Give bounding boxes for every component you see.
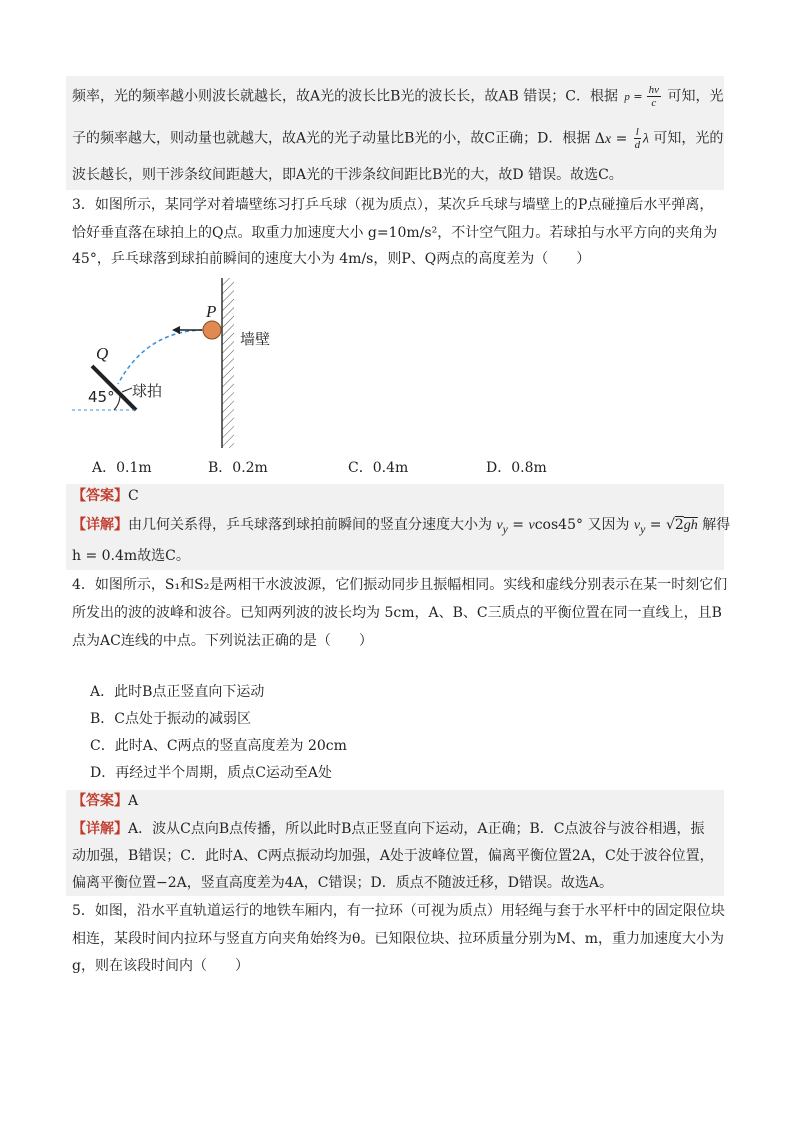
q3-option-c: C．0.4m (348, 460, 409, 476)
q2-detail-text-1: 频率，光的频率越小则波长就越长，故A光的波长比B光的波长长，故AB 错误；C．根据 (72, 88, 618, 105)
q3-diagram-svg (70, 276, 310, 454)
arrow-head (172, 326, 180, 334)
q5-stem-1: 5．如图，沿水平直轨道运行的地铁车厢内，有一拉环（可视为质点）用轻绳与套于水平杆中的固定限位块 (72, 903, 725, 919)
q4-stem-2: 所发出的波的波峰和波谷。已知两列波的波长均为 5cm，A、B、C三质点的平衡位置在同一直线上，且B (72, 605, 722, 621)
q3-stem-1: 3．如图所示，某同学对着墙壁练习打乒乓球（视为质点），某次乒乓球与墙壁上的P点碰撞后水平弹离， (72, 197, 714, 213)
q4-detail-line-1 (72, 818, 705, 840)
q4-stem-3: 点为AC连线的中点。下列说法正确的是（ ） (72, 633, 373, 649)
fringe-fraction: $\frac{l}{d}$ (634, 126, 641, 151)
q4-option-a: A．此时B点正竖直向下运动 (90, 684, 265, 700)
q3-option-d: D．0.8m (486, 460, 547, 476)
q2-detail-text-2: 子的频率越大，则动量也就越大，故A光的光子动量比B光的小，故C正确；D．根据 (72, 130, 591, 147)
label-angle: 45° (88, 388, 115, 406)
q4-detail-line-3: 偏离平衡位置−2A，竖直高度差为4A，C错误；D．质点不随波迁移，D错误。故选A。 (72, 875, 614, 891)
q3-diagram (70, 276, 310, 454)
answer-label: 【答案】 (72, 488, 128, 504)
q3-detail-tail: 解得 (702, 517, 731, 533)
q3-detail-line-1 (72, 514, 730, 541)
vy-sqrt-formula: $v_y = √2gh$ (633, 517, 698, 536)
q4-answer-label: 【答案】 (72, 793, 128, 809)
q4-answer-line (72, 790, 138, 812)
q4-detail-label: 【详解】 (72, 821, 128, 837)
q3-detail-text-1: 由几何关系得，乒乓球落到球拍前瞬间的竖直分速度大小为 (128, 517, 492, 533)
q5-stem-2: 相连，某段时间内拉环与竖直方向夹角始终为θ。已知限位块、拉环质量分别为M、m，重力加速度大小为 (72, 931, 725, 947)
q3-option-b: B．0.2m (208, 460, 268, 476)
q2-detail-line-3 (72, 164, 623, 186)
wall-hatch (222, 278, 234, 448)
q4-detail-text-1: A．波从C点向B点传播，所以此时B点正竖直向下运动，A正确；B．C点波谷与波谷相遇，振 (128, 821, 705, 837)
angle-arc (114, 394, 120, 410)
q2-detail-tail-2: 可知，光的 (653, 130, 724, 147)
ball-icon (203, 321, 221, 339)
q3-option-a: A．0.1m (92, 460, 152, 476)
q5-stem-3: g，则在该段时间内（ ） (72, 958, 249, 974)
paddle-pointer (122, 388, 132, 392)
q2-detail-line-2: 子的频率越大，则动量也就越大，故A光的光子动量比B光的小，故C正确；D．根据 Δx = $\frac{l}{d}$ λ 可知，光的 (72, 126, 724, 151)
q3-detail-mid: 又因为 (587, 517, 630, 533)
q3-answer-line (72, 485, 139, 507)
momentum-formula: p = (624, 89, 643, 103)
label-q: Q (96, 344, 109, 363)
label-wall: 墙壁 (240, 330, 271, 348)
q3-detail-line-2: h = 0.4m故选C。 (72, 548, 190, 564)
q4-stem-1: 4．如图所示，S₁和S₂是两相干水波波源，它们振动同步且振幅相同。实线和虚线分别表示在某一时刻它们 (72, 577, 728, 593)
momentum-fraction: $\frac{h\nu}{c}$ (648, 84, 660, 109)
q4-option-c: C．此时A、C两点的竖直高度差为 20cm (90, 738, 347, 754)
trajectory-path (118, 330, 210, 384)
q4-option-b: B．C点处于振动的减弱区 (90, 711, 251, 727)
q3-stem-3: 45°，乒乓球落到球拍前瞬间的速度大小为 4m/s，则P、Q两点的高度差为（ ） (72, 251, 591, 267)
q2-detail-text-3: 波长越长，则干涉条纹间距越大，即A光的干涉条纹间距比B光的大，故D 错误。故选C。 (72, 167, 623, 183)
q4-detail-line-2: 动加强，B错误；C．此时A、C两点振动均加强，A处于波峰位置，偏离平衡位置2A，C处于波谷位置， (72, 848, 714, 864)
q4-option-d: D．再经过半个周期，质点C运动至A处 (90, 765, 333, 781)
vy-formula: $v_y = vcos45^\circ$ (496, 517, 583, 536)
detail-label: 【详解】 (72, 517, 128, 533)
q2-detail-tail-1: 可知，光 (667, 88, 724, 105)
q3-stem-2: 恰好垂直落在球拍上的Q点。取重力加速度大小 g=10m/s²，不计空气阻力。若球拍与水平方向的夹角为 (72, 225, 718, 241)
q2-detail-line-1 (72, 84, 723, 109)
q4-answer: A (128, 793, 139, 809)
q3-answer: C (128, 488, 139, 504)
fringe-formula: Δx = (594, 130, 632, 147)
label-paddle: 球拍 (132, 382, 163, 400)
label-p: P (206, 302, 217, 321)
